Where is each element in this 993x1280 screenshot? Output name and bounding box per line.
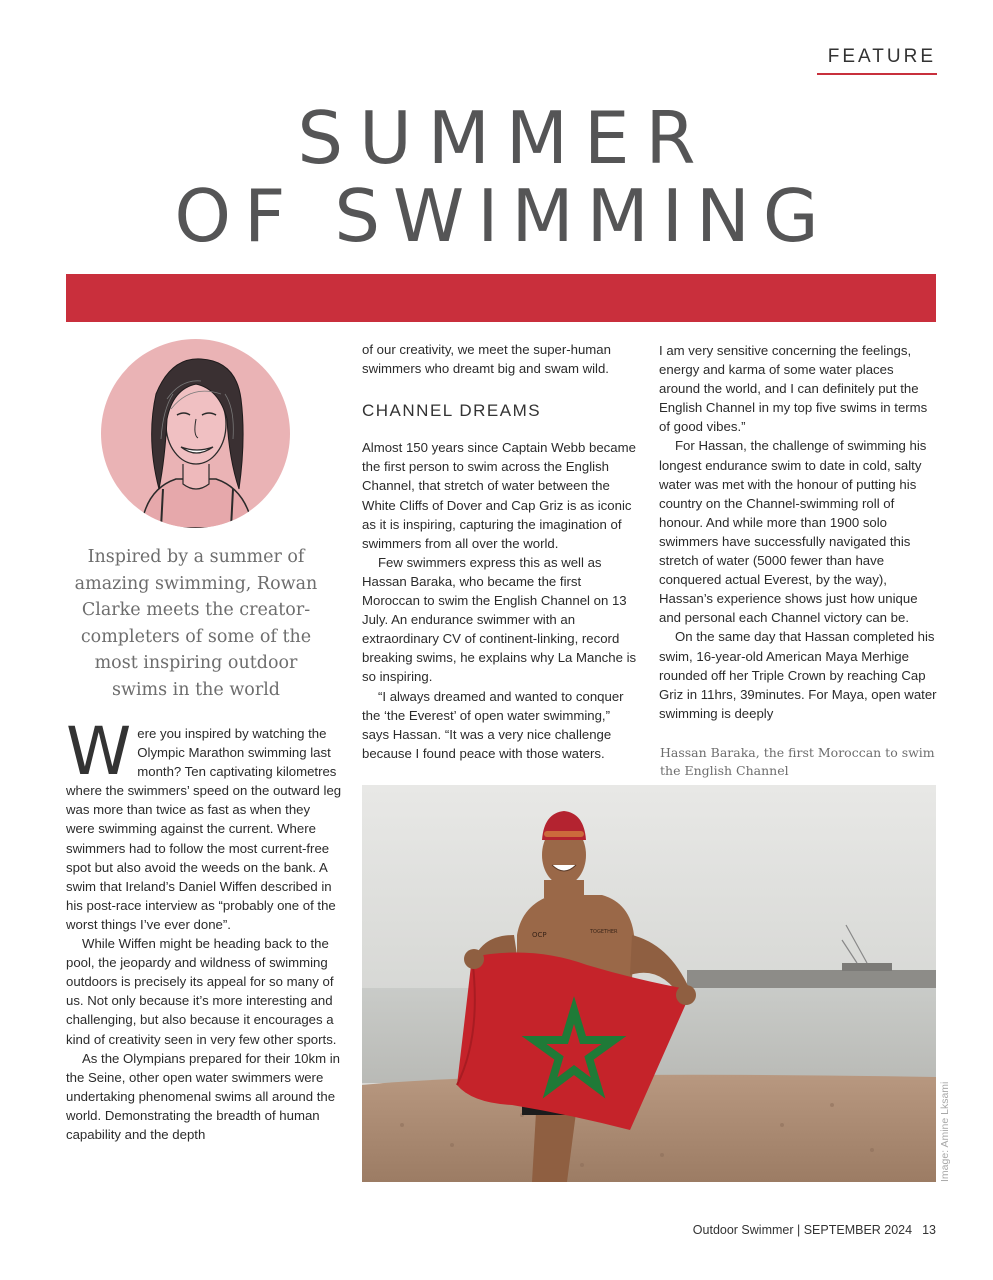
column-3	[659, 341, 938, 723]
page-number: 13	[922, 1223, 936, 1237]
paragraph: As the Olympians prepared for their 10km in the Seine, other open water swimmers were undertaking phenomenal swims all around the world. Demonstrating the breadth of human capability and the depth	[66, 1050, 341, 1142]
photo-caption: Hassan Baraka, the first Moroccan to swim the English Channel	[660, 745, 935, 778]
page-title-line2: OF SWIMMING	[174, 174, 832, 258]
column-1	[66, 713, 342, 1144]
column-2	[362, 340, 638, 763]
author-portrait	[101, 339, 290, 528]
paragraph: Almost 150 years since Captain Webb became the first person to swim across the English Channel, that stretch of water between the White Cliffs of Dover and Cap Griz is as iconic as it is inspiring, capturing the imagination of swimmers from all over the world.	[362, 440, 636, 551]
publication-info: Outdoor Swimmer | SEPTEMBER 2024	[692, 1223, 913, 1237]
photo-credit	[936, 1070, 954, 1182]
paragraph: ere you inspired by watching the Olympic Marathon swimming last month? Ten captivating kilometres where the swimmers’ speed on the outward leg was more than twice as fast as when they were swimming against the current. Where swimmers had to follow the most current-free spot but also avoid the weeds on the bank. A swim that Ireland’s Daniel Wiffen described in his post-race interview as “probably one of the worst things I’ve ever done”.	[66, 726, 342, 932]
subheading: CHANNEL DREAMS	[362, 401, 542, 421]
red-banner	[66, 274, 936, 322]
photo-credit-text: Image: Amine Lksami	[939, 1081, 951, 1182]
paragraph: of our creativity, we meet the super-human swimmers who dreamt big and swam wild.	[362, 342, 611, 377]
paragraph: I am very sensitive concerning the feelings, energy and karma of some water places around the world, and I can definitely put the English Channel in my top five swims in terms of good vibes.”	[659, 343, 928, 435]
chest-text-1: OCP	[532, 931, 547, 939]
paragraph: For Hassan, the challenge of swimming his longest endurance swim to date in cold, salty water was met with the honour of putting his country on the Channel-swimming roll of honour. And while more than 1900 solo swimmers have successfully navigated this stretch of water (5000 fewer than have conquered actual Everest, by the way), Hassan’s experience shows just how unique and personal each Channel victory can be.	[659, 438, 927, 626]
paragraph: While Wiffen might be heading back to the pool, the jeopardy and wildness of swimming outdoors is precisely its appeal for so many of us. Not only because it’s more interesting and challenging, but also because it encourages a kind of creativity seen in very few other sports.	[66, 936, 337, 1047]
section-tag-rule	[817, 73, 937, 75]
drop-cap: W	[66, 713, 132, 790]
swimmer-photo	[362, 785, 936, 1182]
page-title-line1: SUMMER	[297, 96, 712, 180]
section-tag: FEATURE	[827, 46, 936, 67]
paragraph: On the same day that Hassan completed his swim, 16-year-old American Maya Merhige rounded off her Triple Crown by reaching Cap Griz in 11hrs, 39minutes. For Maya, open water swimming is deeply	[659, 629, 937, 721]
paragraph: Few swimmers express this as well as Hassan Baraka, who became the first Moroccan to swim the English Channel on 13 July. An endurance swimmer with an extraordinary CV of continent-linking, record breaking swims, he explains why La Manche is so inspiring.	[362, 554, 637, 685]
standfirst: Inspired by a summer of amazing swimming, Rowan Clarke meets the creator-completers of some of the most inspiring outdoor swims in the world	[74, 547, 318, 700]
paragraph: “I always dreamed and wanted to conquer the ‘the Everest’ of open water swimming,” says Hassan. “It was a very nice challenge because I found peace with those waters.	[362, 688, 624, 761]
page-footer	[693, 1223, 936, 1237]
chest-text-2: TOGETHER	[590, 929, 618, 935]
